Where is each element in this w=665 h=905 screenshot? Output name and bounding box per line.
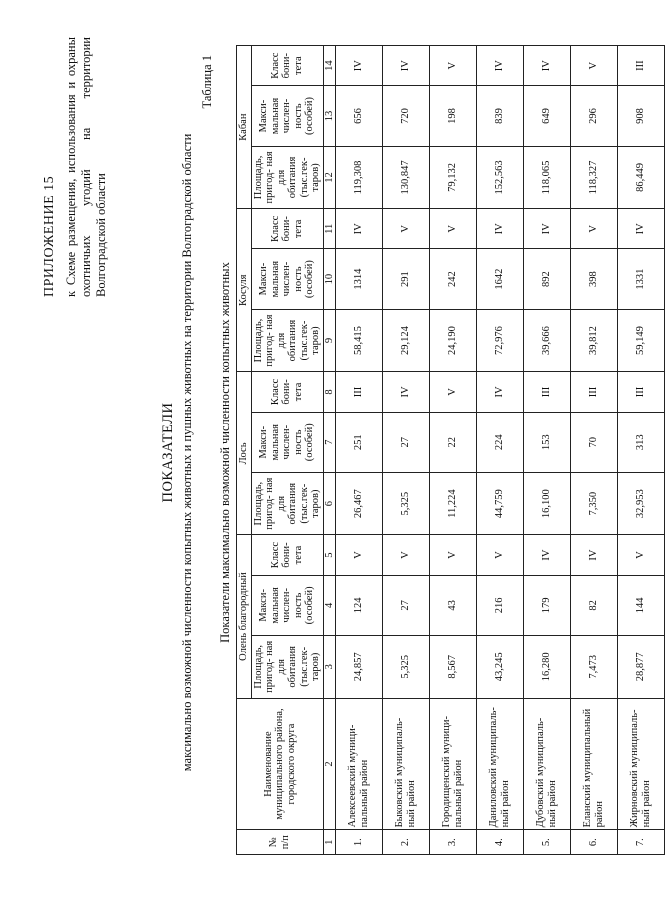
area-value: 43,245 xyxy=(476,636,523,699)
bonitet-class-value: V xyxy=(570,209,617,249)
table-row xyxy=(476,46,523,855)
column-number-row xyxy=(323,46,335,855)
header-max-count: Макси- мальная числен- ность (особей) xyxy=(251,575,323,635)
row-number: 2. xyxy=(382,830,429,855)
table-body xyxy=(335,46,664,855)
area-value: 72,976 xyxy=(476,309,523,372)
max-count-value: 1314 xyxy=(335,249,382,309)
document-title: ПОКАЗАТЕЛИ xyxy=(160,402,176,503)
area-value: 39,812 xyxy=(570,309,617,372)
max-count-value: 144 xyxy=(617,575,664,635)
area-value: 29,124 xyxy=(382,309,429,372)
max-count-value: 1331 xyxy=(617,249,664,309)
district-name: Алексеевский муници- пальный район xyxy=(335,698,382,830)
column-number: 5 xyxy=(323,535,335,575)
area-value: 7,473 xyxy=(570,636,617,699)
bonitet-class-value: IV xyxy=(476,372,523,412)
bonitet-class-value: IV xyxy=(476,209,523,249)
table-row xyxy=(617,46,664,855)
area-value: 28,877 xyxy=(617,636,664,699)
appendix-text: к Схеме размещения, использования и охраны охотничьих угодий на территории Волгоградской области xyxy=(64,37,108,297)
max-count-value: 296 xyxy=(570,86,617,146)
column-number: 13 xyxy=(323,86,335,146)
appendix-title: ПРИЛОЖЕНИЕ 15 xyxy=(42,175,57,297)
area-value: 86,449 xyxy=(617,146,664,209)
bonitet-class-value: IV xyxy=(617,209,664,249)
max-count-value: 27 xyxy=(382,412,429,472)
bonitet-class-value: IV xyxy=(570,535,617,575)
district-name: Даниловский муниципаль- ный район xyxy=(476,698,523,830)
bonitet-class-value: IV xyxy=(523,535,570,575)
bonitet-class-value: V xyxy=(382,209,429,249)
bonitet-class-value: V xyxy=(617,535,664,575)
max-count-value: 839 xyxy=(476,86,523,146)
district-name: Жирновский муниципаль- ный район xyxy=(617,698,664,830)
bonitet-class-value: IV xyxy=(382,372,429,412)
header-max-count: Макси- мальная числен- ность (особей) xyxy=(251,412,323,472)
header-bonitet-class: Класс бони- тета xyxy=(251,46,323,86)
bonitet-class-value: V xyxy=(335,535,382,575)
area-value: 24,857 xyxy=(335,636,382,699)
column-number: 7 xyxy=(323,412,335,472)
header-area: Площадь, пригод- ная для обитания (тыс.гек- таров) xyxy=(251,636,323,699)
area-value: 130,847 xyxy=(382,146,429,209)
header-bonitet-class: Класс бони- тета xyxy=(251,535,323,575)
bonitet-class-value: IV xyxy=(523,46,570,86)
header-bonitet-class: Класс бони- тета xyxy=(251,372,323,412)
area-value: 118,065 xyxy=(523,146,570,209)
header-species-boar: Кабан xyxy=(237,46,252,209)
column-number: 4 xyxy=(323,575,335,635)
max-count-value: 291 xyxy=(382,249,429,309)
max-count-value: 179 xyxy=(523,575,570,635)
bonitet-class-value: IV xyxy=(476,46,523,86)
max-count-value: 892 xyxy=(523,249,570,309)
max-count-value: 216 xyxy=(476,575,523,635)
header-area: Площадь, пригод- ная для обитания (тыс.гек- таров) xyxy=(251,309,323,372)
area-value: 16,100 xyxy=(523,472,570,535)
max-count-value: 649 xyxy=(523,86,570,146)
header-bonitet-class: Класс бони- тета xyxy=(251,209,323,249)
max-count-value: 313 xyxy=(617,412,664,472)
area-value: 11,224 xyxy=(429,472,476,535)
area-value: 7,350 xyxy=(570,472,617,535)
area-value: 152,563 xyxy=(476,146,523,209)
max-count-value: 82 xyxy=(570,575,617,635)
max-count-value: 656 xyxy=(335,86,382,146)
area-value: 59,149 xyxy=(617,309,664,372)
header-area: Площадь, пригод- ная для обитания (тыс.гек- таров) xyxy=(251,146,323,209)
max-count-value: 1642 xyxy=(476,249,523,309)
area-value: 8,567 xyxy=(429,636,476,699)
bonitet-class-value: V xyxy=(429,209,476,249)
bonitet-class-value: V xyxy=(570,46,617,86)
bonitet-class-value: III xyxy=(570,372,617,412)
row-number: 3. xyxy=(429,830,476,855)
table-row xyxy=(429,46,476,855)
column-number: 2 xyxy=(323,698,335,830)
table-row xyxy=(382,46,429,855)
column-number: 6 xyxy=(323,472,335,535)
bonitet-class-value: IV xyxy=(335,209,382,249)
table-row xyxy=(335,46,382,855)
area-value: 32,953 xyxy=(617,472,664,535)
row-number: 5. xyxy=(523,830,570,855)
max-count-value: 720 xyxy=(382,86,429,146)
bonitet-class-value: V xyxy=(429,46,476,86)
max-count-value: 198 xyxy=(429,86,476,146)
header-area: Площадь, пригод- ная для обитания (тыс.гек- таров) xyxy=(251,472,323,535)
bonitet-class-value: V xyxy=(429,535,476,575)
bonitet-class-value: IV xyxy=(382,46,429,86)
area-value: 79,132 xyxy=(429,146,476,209)
bonitet-class-value: V xyxy=(476,535,523,575)
max-count-value: 224 xyxy=(476,412,523,472)
column-number: 9 xyxy=(323,309,335,372)
row-number: 4. xyxy=(476,830,523,855)
district-name: Городищенский муници- пальный район xyxy=(429,698,476,830)
area-value: 118,327 xyxy=(570,146,617,209)
max-count-value: 22 xyxy=(429,412,476,472)
header-species-elk: Лось xyxy=(237,372,252,535)
area-value: 5,325 xyxy=(382,636,429,699)
district-name: Дубовский муниципаль- ный район xyxy=(523,698,570,830)
column-number: 10 xyxy=(323,249,335,309)
ungulates-table xyxy=(236,45,665,855)
header-district-name: Наименование муниципального района, городского округа xyxy=(237,698,324,830)
max-count-value: 43 xyxy=(429,575,476,635)
bonitet-class-value: III xyxy=(617,372,664,412)
column-number: 3 xyxy=(323,636,335,699)
area-value: 39,666 xyxy=(523,309,570,372)
max-count-value: 153 xyxy=(523,412,570,472)
row-number: 1. xyxy=(335,830,382,855)
table-label: Таблица 1 xyxy=(200,55,214,109)
district-name: Быковский муниципаль- ный район xyxy=(382,698,429,830)
bonitet-class-value: IV xyxy=(335,46,382,86)
header-species-roe-deer: Косуля xyxy=(237,209,252,372)
area-value: 16,280 xyxy=(523,636,570,699)
document-subtitle: максимально возможной численности копытных животных и пушных животных на территории Волгоградской области xyxy=(180,133,194,772)
district-name: Еланский муниципальный район xyxy=(570,698,617,830)
row-number: 7. xyxy=(617,830,664,855)
area-value: 26,467 xyxy=(335,472,382,535)
header-max-count: Макси- мальная числен- ность (особей) xyxy=(251,249,323,309)
bonitet-class-value: III xyxy=(335,372,382,412)
max-count-value: 251 xyxy=(335,412,382,472)
column-number: 1 xyxy=(323,830,335,855)
header-number: № п/п xyxy=(237,830,324,855)
bonitet-class-value: V xyxy=(382,535,429,575)
max-count-value: 242 xyxy=(429,249,476,309)
row-number: 6. xyxy=(570,830,617,855)
column-number: 12 xyxy=(323,146,335,209)
area-value: 58,415 xyxy=(335,309,382,372)
area-value: 44,759 xyxy=(476,472,523,535)
max-count-value: 27 xyxy=(382,575,429,635)
header-max-count: Макси- мальная числен- ность (особей) xyxy=(251,86,323,146)
header-row-species xyxy=(237,46,252,855)
bonitet-class-value: IV xyxy=(523,209,570,249)
max-count-value: 398 xyxy=(570,249,617,309)
max-count-value: 908 xyxy=(617,86,664,146)
max-count-value: 124 xyxy=(335,575,382,635)
bonitet-class-value: V xyxy=(429,372,476,412)
column-number: 11 xyxy=(323,209,335,249)
bonitet-class-value: III xyxy=(617,46,664,86)
area-value: 5,325 xyxy=(382,472,429,535)
area-value: 24,190 xyxy=(429,309,476,372)
area-value: 119,308 xyxy=(335,146,382,209)
table-row xyxy=(523,46,570,855)
max-count-value: 70 xyxy=(570,412,617,472)
column-number: 8 xyxy=(323,372,335,412)
table-row xyxy=(570,46,617,855)
bonitet-class-value: III xyxy=(523,372,570,412)
table-caption: Показатели максимально возможной численности копытных животных xyxy=(218,262,232,643)
column-number: 14 xyxy=(323,46,335,86)
header-species-red-deer: Олень благородный xyxy=(237,535,252,698)
